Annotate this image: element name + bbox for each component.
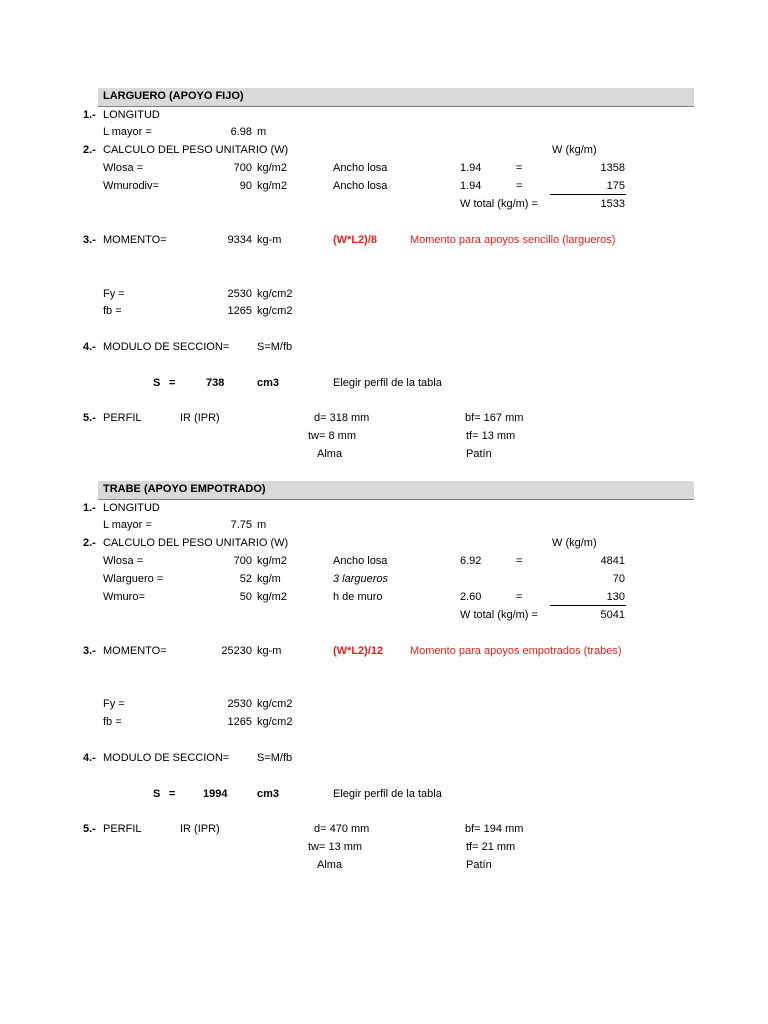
- calculo-label: CALCULO DEL PESO UNITARIO (W): [103, 144, 289, 156]
- row-eq: =: [516, 162, 523, 174]
- row-w: 130: [606, 591, 625, 603]
- row-value: 52: [239, 573, 252, 585]
- lmayor-unit: m: [257, 126, 267, 138]
- row-eq: =: [516, 591, 523, 603]
- modulo-formula: S=M/fb: [257, 341, 293, 353]
- patin-label: Patín: [466, 448, 492, 460]
- sum-line: [550, 605, 626, 606]
- momento-note: Momento para apoyos sencillo (largueros): [410, 234, 616, 246]
- step-number: 1.-: [83, 109, 96, 121]
- wtotal-value: 1533: [600, 198, 625, 210]
- wtotal-label: W total (kg/m) =: [460, 198, 538, 210]
- step-number: 4.-: [83, 752, 96, 764]
- row-value: 700: [233, 555, 252, 567]
- row-eq: =: [516, 180, 523, 192]
- momento-label: MOMENTO=: [103, 234, 167, 246]
- perfil-label: PERFIL: [103, 823, 142, 835]
- row-num: 1.94: [460, 180, 482, 192]
- fy-label: Fy =: [103, 698, 125, 710]
- section-header-larguero: [98, 88, 694, 107]
- tw-value: tw= 13 mm: [308, 841, 363, 853]
- tf-value: tf= 13 mm: [466, 430, 516, 442]
- row-eq: =: [516, 555, 523, 567]
- lmayor-label: L mayor =: [103, 519, 152, 531]
- momento-unit: kg-m: [257, 645, 282, 657]
- patin-label: Patín: [466, 859, 492, 871]
- longitud-label: LONGITUD: [103, 109, 160, 121]
- elegir-note: Elegir perfil de la tabla: [333, 788, 442, 800]
- perfil-tipo: IR (IPR): [180, 823, 220, 835]
- step-number: 5.-: [83, 412, 96, 424]
- s-eq: =: [169, 788, 176, 800]
- fy-unit: kg/cm2: [257, 288, 293, 300]
- fb-unit: kg/cm2: [257, 716, 293, 728]
- row-num: 2.60: [460, 591, 482, 603]
- step-number: 2.-: [83, 144, 96, 156]
- row-value: 90: [239, 180, 252, 192]
- row-value: 50: [239, 591, 252, 603]
- fy-label: Fy =: [103, 288, 125, 300]
- momento-value: 25230: [221, 645, 252, 657]
- w-column-header: W (kg/m): [552, 537, 597, 549]
- calculo-label: CALCULO DEL PESO UNITARIO (W): [103, 537, 289, 549]
- fy-value: 2530: [227, 698, 252, 710]
- row-unit: kg/m2: [257, 180, 287, 192]
- row-w: 175: [606, 180, 625, 192]
- row-label: Wmuro=: [103, 591, 145, 603]
- momento-formula: (W*L2)/12: [333, 645, 384, 657]
- row-label: Wmurodiv=: [103, 180, 159, 192]
- perfil-tipo: IR (IPR): [180, 412, 220, 424]
- momento-formula: (W*L2)/8: [333, 234, 377, 246]
- row-label: Wlosa =: [103, 162, 144, 174]
- s-unit: cm3: [257, 377, 280, 389]
- step-number: 3.-: [83, 645, 96, 657]
- row-unit: kg/m2: [257, 591, 287, 603]
- bf-value: bf= 194 mm: [465, 823, 524, 835]
- s-eq: =: [169, 377, 176, 389]
- row-label: Wlosa =: [103, 555, 144, 567]
- momento-note: Momento para apoyos empotrados (trabes): [410, 645, 622, 657]
- step-number: 5.-: [83, 823, 96, 835]
- elegir-note: Elegir perfil de la tabla: [333, 377, 442, 389]
- section-header-trabe: [98, 481, 694, 500]
- wtotal-value: 5041: [600, 609, 625, 621]
- s-value: 738: [206, 377, 225, 389]
- tw-value: tw= 8 mm: [308, 430, 356, 442]
- row-unit: kg/m: [257, 573, 281, 585]
- w-column-header: W (kg/m): [552, 144, 597, 156]
- step-number: 1.-: [83, 502, 96, 514]
- alma-label: Alma: [317, 859, 343, 871]
- fy-value: 2530: [227, 288, 252, 300]
- row-desc: Ancho losa: [333, 162, 388, 174]
- lmayor-label: L mayor =: [103, 126, 152, 138]
- step-number: 2.-: [83, 537, 96, 549]
- fy-unit: kg/cm2: [257, 698, 293, 710]
- alma-label: Alma: [317, 448, 343, 460]
- s-value: 1994: [203, 788, 228, 800]
- row-num: 1.94: [460, 162, 482, 174]
- row-w: 4841: [600, 555, 625, 567]
- fb-value: 1265: [227, 305, 252, 317]
- section-title: LARGUERO (APOYO FIJO): [103, 90, 244, 102]
- tf-value: tf= 21 mm: [466, 841, 516, 853]
- row-unit: kg/m2: [257, 162, 287, 174]
- fb-label: fb =: [103, 305, 122, 317]
- lmayor-value: 7.75: [230, 519, 252, 531]
- row-label: Wlarguero =: [103, 573, 164, 585]
- row-desc: Ancho losa: [333, 555, 388, 567]
- fb-unit: kg/cm2: [257, 305, 293, 317]
- d-value: d= 318 mm: [314, 412, 370, 424]
- s-unit: cm3: [257, 788, 280, 800]
- sum-line: [550, 194, 626, 195]
- modulo-formula: S=M/fb: [257, 752, 293, 764]
- momento-value: 9334: [227, 234, 252, 246]
- lmayor-value: 6.98: [230, 126, 252, 138]
- s-label: S: [153, 377, 161, 389]
- row-desc: Ancho losa: [333, 180, 388, 192]
- longitud-label: LONGITUD: [103, 502, 160, 514]
- momento-unit: kg-m: [257, 234, 282, 246]
- modulo-label: MODULO DE SECCION=: [103, 752, 230, 764]
- fb-value: 1265: [227, 716, 252, 728]
- row-unit: kg/m2: [257, 555, 287, 567]
- wtotal-label: W total (kg/m) =: [460, 609, 538, 621]
- perfil-label: PERFIL: [103, 412, 142, 424]
- section-title: TRABE (APOYO EMPOTRADO): [103, 483, 266, 495]
- s-label: S: [153, 788, 161, 800]
- row-w: 1358: [600, 162, 625, 174]
- step-number: 4.-: [83, 341, 96, 353]
- row-num: 6.92: [460, 555, 482, 567]
- row-w: 70: [612, 573, 625, 585]
- row-desc: 3 largueros: [333, 573, 389, 585]
- row-value: 700: [233, 162, 252, 174]
- step-number: 3.-: [83, 234, 96, 246]
- fb-label: fb =: [103, 716, 122, 728]
- row-desc: h de muro: [333, 591, 383, 603]
- lmayor-unit: m: [257, 519, 267, 531]
- momento-label: MOMENTO=: [103, 645, 167, 657]
- d-value: d= 470 mm: [314, 823, 370, 835]
- modulo-label: MODULO DE SECCION=: [103, 341, 230, 353]
- bf-value: bf= 167 mm: [465, 412, 524, 424]
